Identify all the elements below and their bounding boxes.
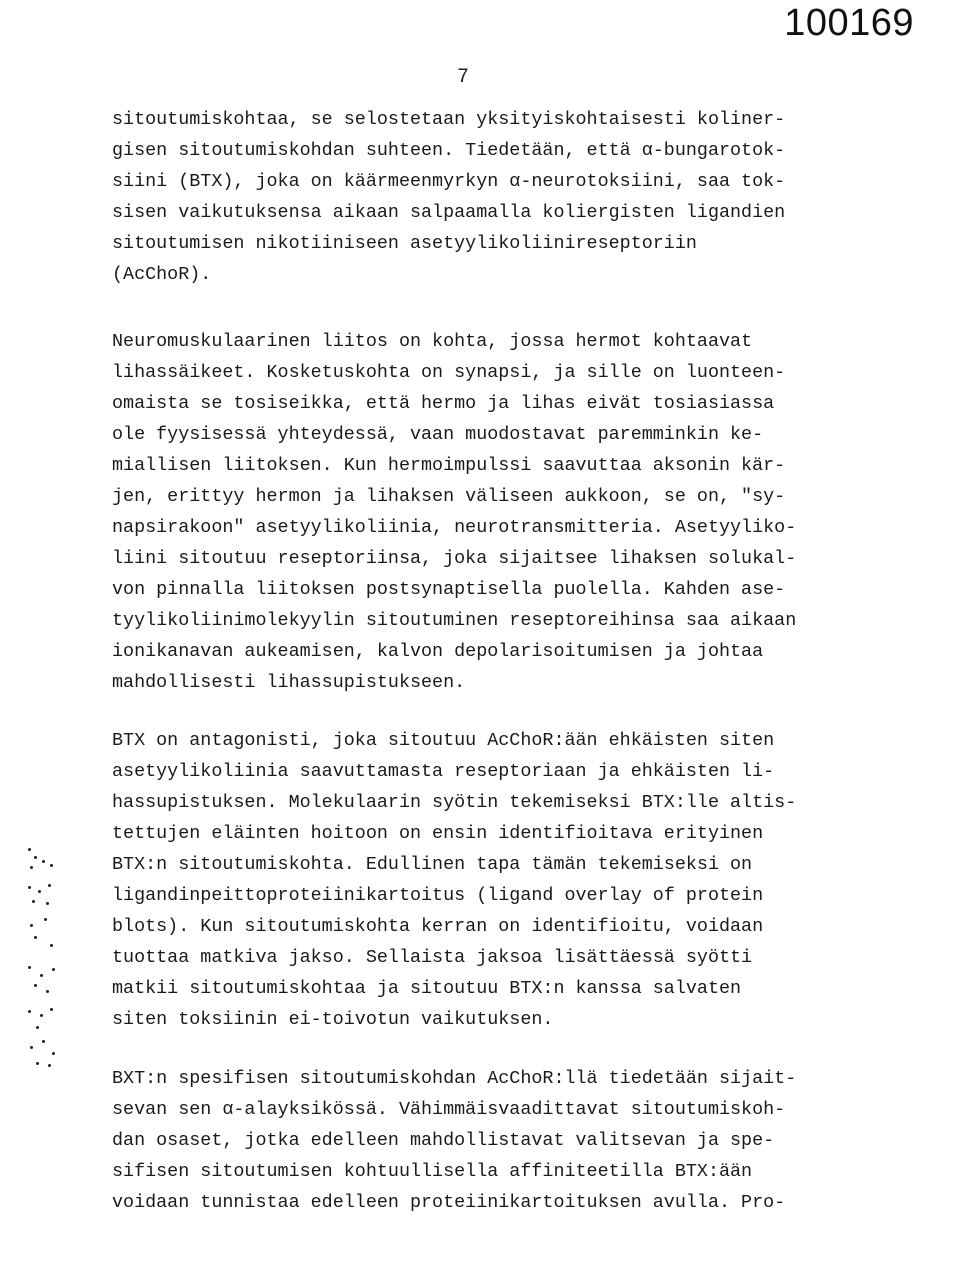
speckle [28,886,31,889]
text-line: dan osaset, jotka edelleen mahdollistavat valitsevan ja spe- [112,1130,775,1151]
paragraph-2 [112,326,912,698]
text-line: BXT:n spesifisen sitoutumiskohdan AcChoR:llä tiedetään sijait- [112,1068,797,1089]
speckle [52,1052,55,1055]
text-line: mahdollisesti lihassupistukseen. [112,672,466,693]
text-line: Neuromuskulaarinen liitos on kohta, jossa hermot kohtaavat [112,331,753,352]
page-number: 7 [457,66,470,89]
speckle [34,856,37,859]
margin-scan-speckles [0,0,100,1266]
speckle [42,860,45,863]
speckle [46,990,49,993]
text-line: siten toksiinin ei-toivotun vaikutuksen. [112,1009,554,1030]
speckle [28,966,31,969]
text-line: voidaan tunnistaa edelleen proteiinikartoituksen avulla. Pro- [112,1192,786,1213]
text-line: von pinnalla liitoksen postsynaptisella puolella. Kahden ase- [112,579,786,600]
text-line: BTX on antagonisti, joka sitoutuu AcChoR:ään ehkäisten siten [112,730,775,751]
speckle [38,890,41,893]
speckle [30,866,33,869]
speckle [36,1026,39,1029]
text-line: ligandinpeittoproteiinikartoitus (ligand overlay of protein [112,885,764,906]
speckle [40,1014,43,1017]
speckle [48,1064,51,1067]
text-line: blots). Kun sitoutumiskohta kerran on identifioitu, voidaan [112,916,764,937]
speckle [30,1046,33,1049]
text-line: sifisen sitoutumisen kohtuullisella affiniteetilla BTX:ään [112,1161,753,1182]
speckle [52,968,55,971]
paragraph-1 [112,104,912,290]
text-line: asetyylikoliinia saavuttamasta reseptoriaan ja ehkäisten li- [112,761,775,782]
speckle [36,1062,39,1065]
speckle [44,918,47,921]
speckle [46,902,49,905]
text-line: miallisen liitoksen. Kun hermoimpulssi saavuttaa aksonin kär- [112,455,786,476]
speckle [50,864,53,867]
text-line: lihassäikeet. Kosketuskohta on synapsi, ja sille on luonteen- [112,362,786,383]
text-line: matkii sitoutumiskohtaa ja sitoutuu BTX:n kanssa salvaten [112,978,742,999]
speckle [32,900,35,903]
text-line: BTX:n sitoutumiskohta. Edullinen tapa tämän tekemiseksi on [112,854,753,875]
text-line: napsirakoon" asetyylikoliinia, neurotransmitteria. Asetyyliko- [112,517,797,538]
speckle [34,936,37,939]
speckle [30,924,33,927]
text-line: ionikanavan aukeamisen, kalvon depolarisoitumisen ja johtaa [112,641,764,662]
document-number: 100169 [784,2,914,44]
speckle [34,984,37,987]
text-line: (AcChoR). [112,264,212,285]
speckle [42,1040,45,1043]
text-line: tyylikoliinimolekyylin sitoutuminen reseptoreihinsa saa aikaan [112,610,797,631]
speckle [28,848,31,851]
text-line: sevan sen α-alayksikössä. Vähimmäisvaadittavat sitoutumiskoh- [112,1099,786,1120]
text-line: liini sitoutuu reseptoriinsa, joka sijaitsee lihaksen solukal- [112,548,797,569]
speckle [48,884,51,887]
paragraph-3 [112,725,912,1035]
text-line: hassupistuksen. Molekulaarin syötin tekemiseksi BTX:lle altis- [112,792,797,813]
paragraph-4 [112,1063,912,1218]
text-line: jen, erittyy hermon ja lihaksen väliseen aukkoon, se on, "sy- [112,486,786,507]
text-line: tettujen eläinten hoitoon on ensin identifioitava erityinen [112,823,764,844]
speckle [50,1008,53,1011]
text-line: sitoutumisen nikotiiniseen asetyylikoliinireseptoriin [112,233,697,254]
text-line: omaista se tosiseikka, että hermo ja lihas eivät tosiasiassa [112,393,775,414]
text-line: sitoutumiskohtaa, se selostetaan yksityiskohtaisesti koliner- [112,109,786,130]
speckle [50,944,53,947]
speckle [40,974,43,977]
text-line: sisen vaikutuksensa aikaan salpaamalla koliergisten ligandien [112,202,786,223]
text-line: siini (BTX), joka on käärmeenmyrkyn α-neurotoksiini, saa tok- [112,171,786,192]
text-line: gisen sitoutumiskohdan suhteen. Tiedetään, että α-bungarotok- [112,140,786,161]
text-line: ole fyysisessä yhteydessä, vaan muodostavat paremminkin ke- [112,424,764,445]
text-line: tuottaa matkiva jakso. Sellaista jaksoa lisättäessä syötti [112,947,753,968]
speckle [28,1010,31,1013]
